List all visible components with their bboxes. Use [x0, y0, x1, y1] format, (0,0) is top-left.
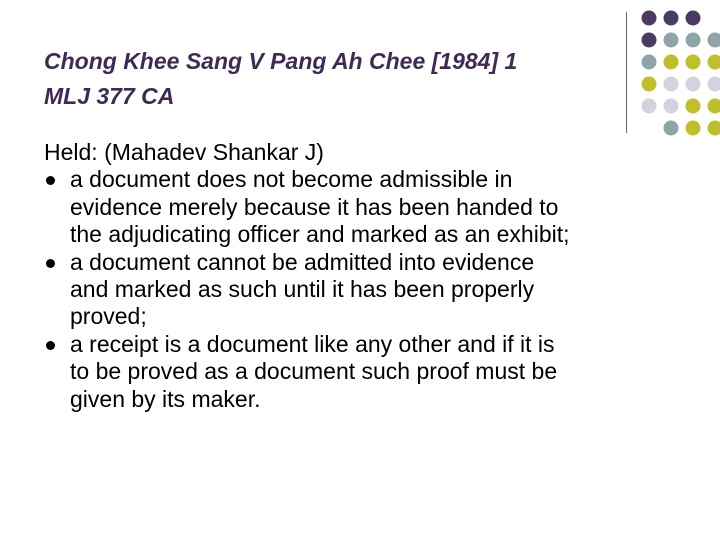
- bullet-line: and marked as such until it has been properly: [70, 276, 535, 303]
- decorative-dot: [642, 55, 657, 70]
- decorative-dot: [642, 77, 657, 92]
- slide-body: [44, 139, 694, 413]
- title-divider-line: [626, 12, 627, 133]
- decorative-dot: [686, 121, 701, 136]
- decorative-dot: [664, 121, 679, 136]
- bullet-item: [44, 249, 694, 331]
- bullet-item: [44, 166, 694, 248]
- bullet-list: [44, 166, 694, 413]
- decorative-dot: [686, 99, 701, 114]
- decorative-dot: [642, 99, 657, 114]
- decorative-dot: [642, 11, 657, 26]
- decorative-dot: [664, 33, 679, 48]
- decorative-dot: [664, 55, 679, 70]
- bullet-icon: [46, 176, 55, 185]
- bullet-icon: [46, 259, 55, 268]
- decorative-dot: [642, 33, 657, 48]
- decorative-dot: [708, 121, 720, 136]
- decorative-dot: [686, 77, 701, 92]
- decorative-dot: [686, 11, 701, 26]
- decorative-dot: [664, 77, 679, 92]
- bullet-line: a receipt is a document like any other and if it is: [70, 330, 555, 357]
- decorative-dot: [708, 33, 720, 48]
- decorative-dot: [664, 99, 679, 114]
- decorative-dot: [686, 55, 701, 70]
- bullet-line: evidence merely because it has been handed to: [70, 193, 559, 220]
- slide-title: [44, 44, 624, 114]
- bullet-item: [44, 331, 694, 413]
- bullet-line: given by its maker.: [70, 385, 261, 412]
- decorative-dot: [686, 33, 701, 48]
- decorative-dot: [708, 55, 720, 70]
- slide-title-line-1: Chong Khee Sang V Pang Ah Chee [1984] 1: [44, 48, 518, 74]
- held-heading: Held: (Mahadev Shankar J): [44, 139, 324, 165]
- bullet-line: to be proved as a document such proof must be: [70, 358, 558, 385]
- decorative-dot: [664, 11, 679, 26]
- slide-title-line-2: MLJ 377 CA: [44, 83, 175, 109]
- bullet-icon: [46, 341, 55, 350]
- decorative-dot: [708, 99, 720, 114]
- bullet-line: a document cannot be admitted into evidence: [70, 248, 535, 275]
- bullet-line: a document does not become admissible in: [70, 166, 513, 193]
- decorative-dot: [708, 77, 720, 92]
- bullet-line: the adjudicating officer and marked as an exhibit;: [70, 221, 570, 248]
- bullet-line: proved;: [70, 303, 147, 330]
